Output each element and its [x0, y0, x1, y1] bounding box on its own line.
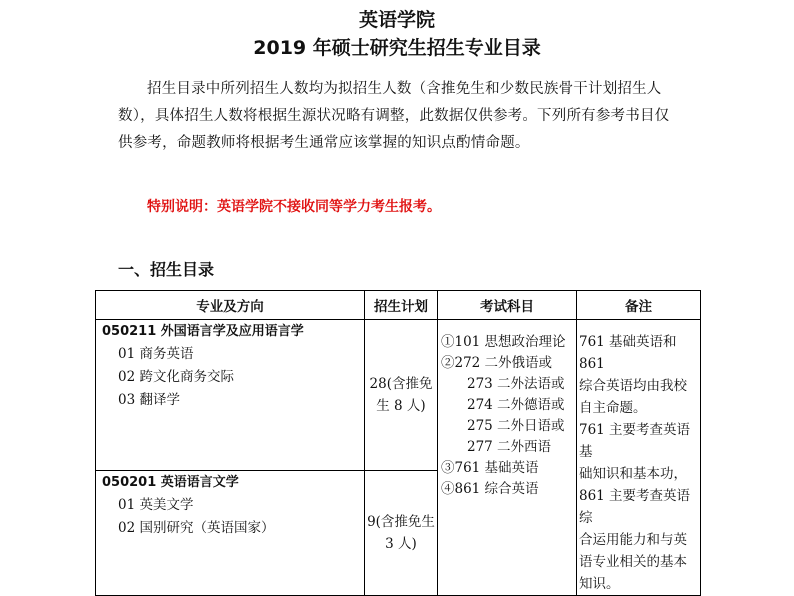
exam-subject: 275 二外日语或: [467, 418, 565, 434]
note-line: 761 主要考查英语基: [579, 422, 691, 460]
intro-line-2: 数），具体招生人数将根据生源状况略有调整，此数据仅供参考。下列所有参考书目仅: [118, 108, 670, 124]
table-header-row: [96, 291, 701, 320]
header-notes: 备注: [577, 291, 701, 320]
note-line: 合运用能力和与英: [579, 532, 687, 548]
program-code-name: 050201 英语语言文学: [102, 474, 239, 490]
note-line: 综合英语均由我校: [579, 378, 687, 394]
note-line: 础知识和基本功，: [579, 466, 687, 482]
note-line: 知识。: [579, 576, 620, 592]
intro-line-1: 招生目录中所列招生人数均为拟招生人数（含推免生和少数民族骨干计划招生人: [147, 81, 662, 97]
program-code-name: 050211 外国语言学及应用语言学: [102, 324, 304, 339]
direction-item: 01 商务英语: [118, 346, 194, 362]
direction-item: 03 翻译学: [118, 392, 180, 408]
exam-subject: 273 二外法语或: [467, 376, 565, 392]
note-line: 自主命题。: [579, 400, 647, 416]
quota-cell: [365, 470, 438, 595]
header-major: 专业及方向: [96, 291, 365, 320]
exam-subject: ③761 基础英语: [441, 460, 539, 476]
program-cell: [96, 470, 365, 595]
direction-item: 02 跨文化商务交际: [118, 369, 234, 385]
exam-subject: ①101 思想政治理论: [441, 334, 566, 350]
notes-cell: [577, 320, 701, 596]
note-line: 语专业相关的基本: [579, 554, 687, 570]
catalog-table: [95, 290, 701, 596]
exam-subject: 274 二外德语或: [467, 397, 565, 413]
intro-line-3: 供参考，命题教师将根据考生通常应该掌握的知识点酌情命题。: [118, 135, 530, 151]
direction-item: 01 英美文学: [118, 496, 194, 513]
header-exam: 考试科目: [438, 291, 577, 320]
school-title: 英语学院: [358, 9, 435, 31]
program-cell: [96, 320, 365, 471]
direction-item: 02 国别研究（英语国家）: [118, 519, 275, 536]
exam-subject: 277 二外西语: [467, 439, 552, 455]
table-row: [96, 320, 701, 471]
exam-cell: [438, 320, 577, 596]
note-line: 861 主要考查英语综: [579, 488, 691, 526]
quota-value: 28(含推免生 8 人): [369, 375, 433, 414]
exam-subject: ④861 综合英语: [441, 481, 539, 497]
quota-cell: [365, 320, 438, 471]
section-heading: 一、招生目录: [118, 260, 215, 279]
header-quota: 招生计划: [365, 291, 438, 320]
note-line: 761 基础英语和 861: [579, 334, 677, 372]
quota-value: 9(含推免生 3 人): [367, 513, 435, 552]
exam-subject: ②272 二外俄语或: [441, 355, 553, 371]
special-notice: 特别说明：英语学院不接收同等学力考生报考。: [147, 199, 441, 215]
catalog-title: 2019 年硕士研究生招生专业目录: [253, 37, 541, 59]
